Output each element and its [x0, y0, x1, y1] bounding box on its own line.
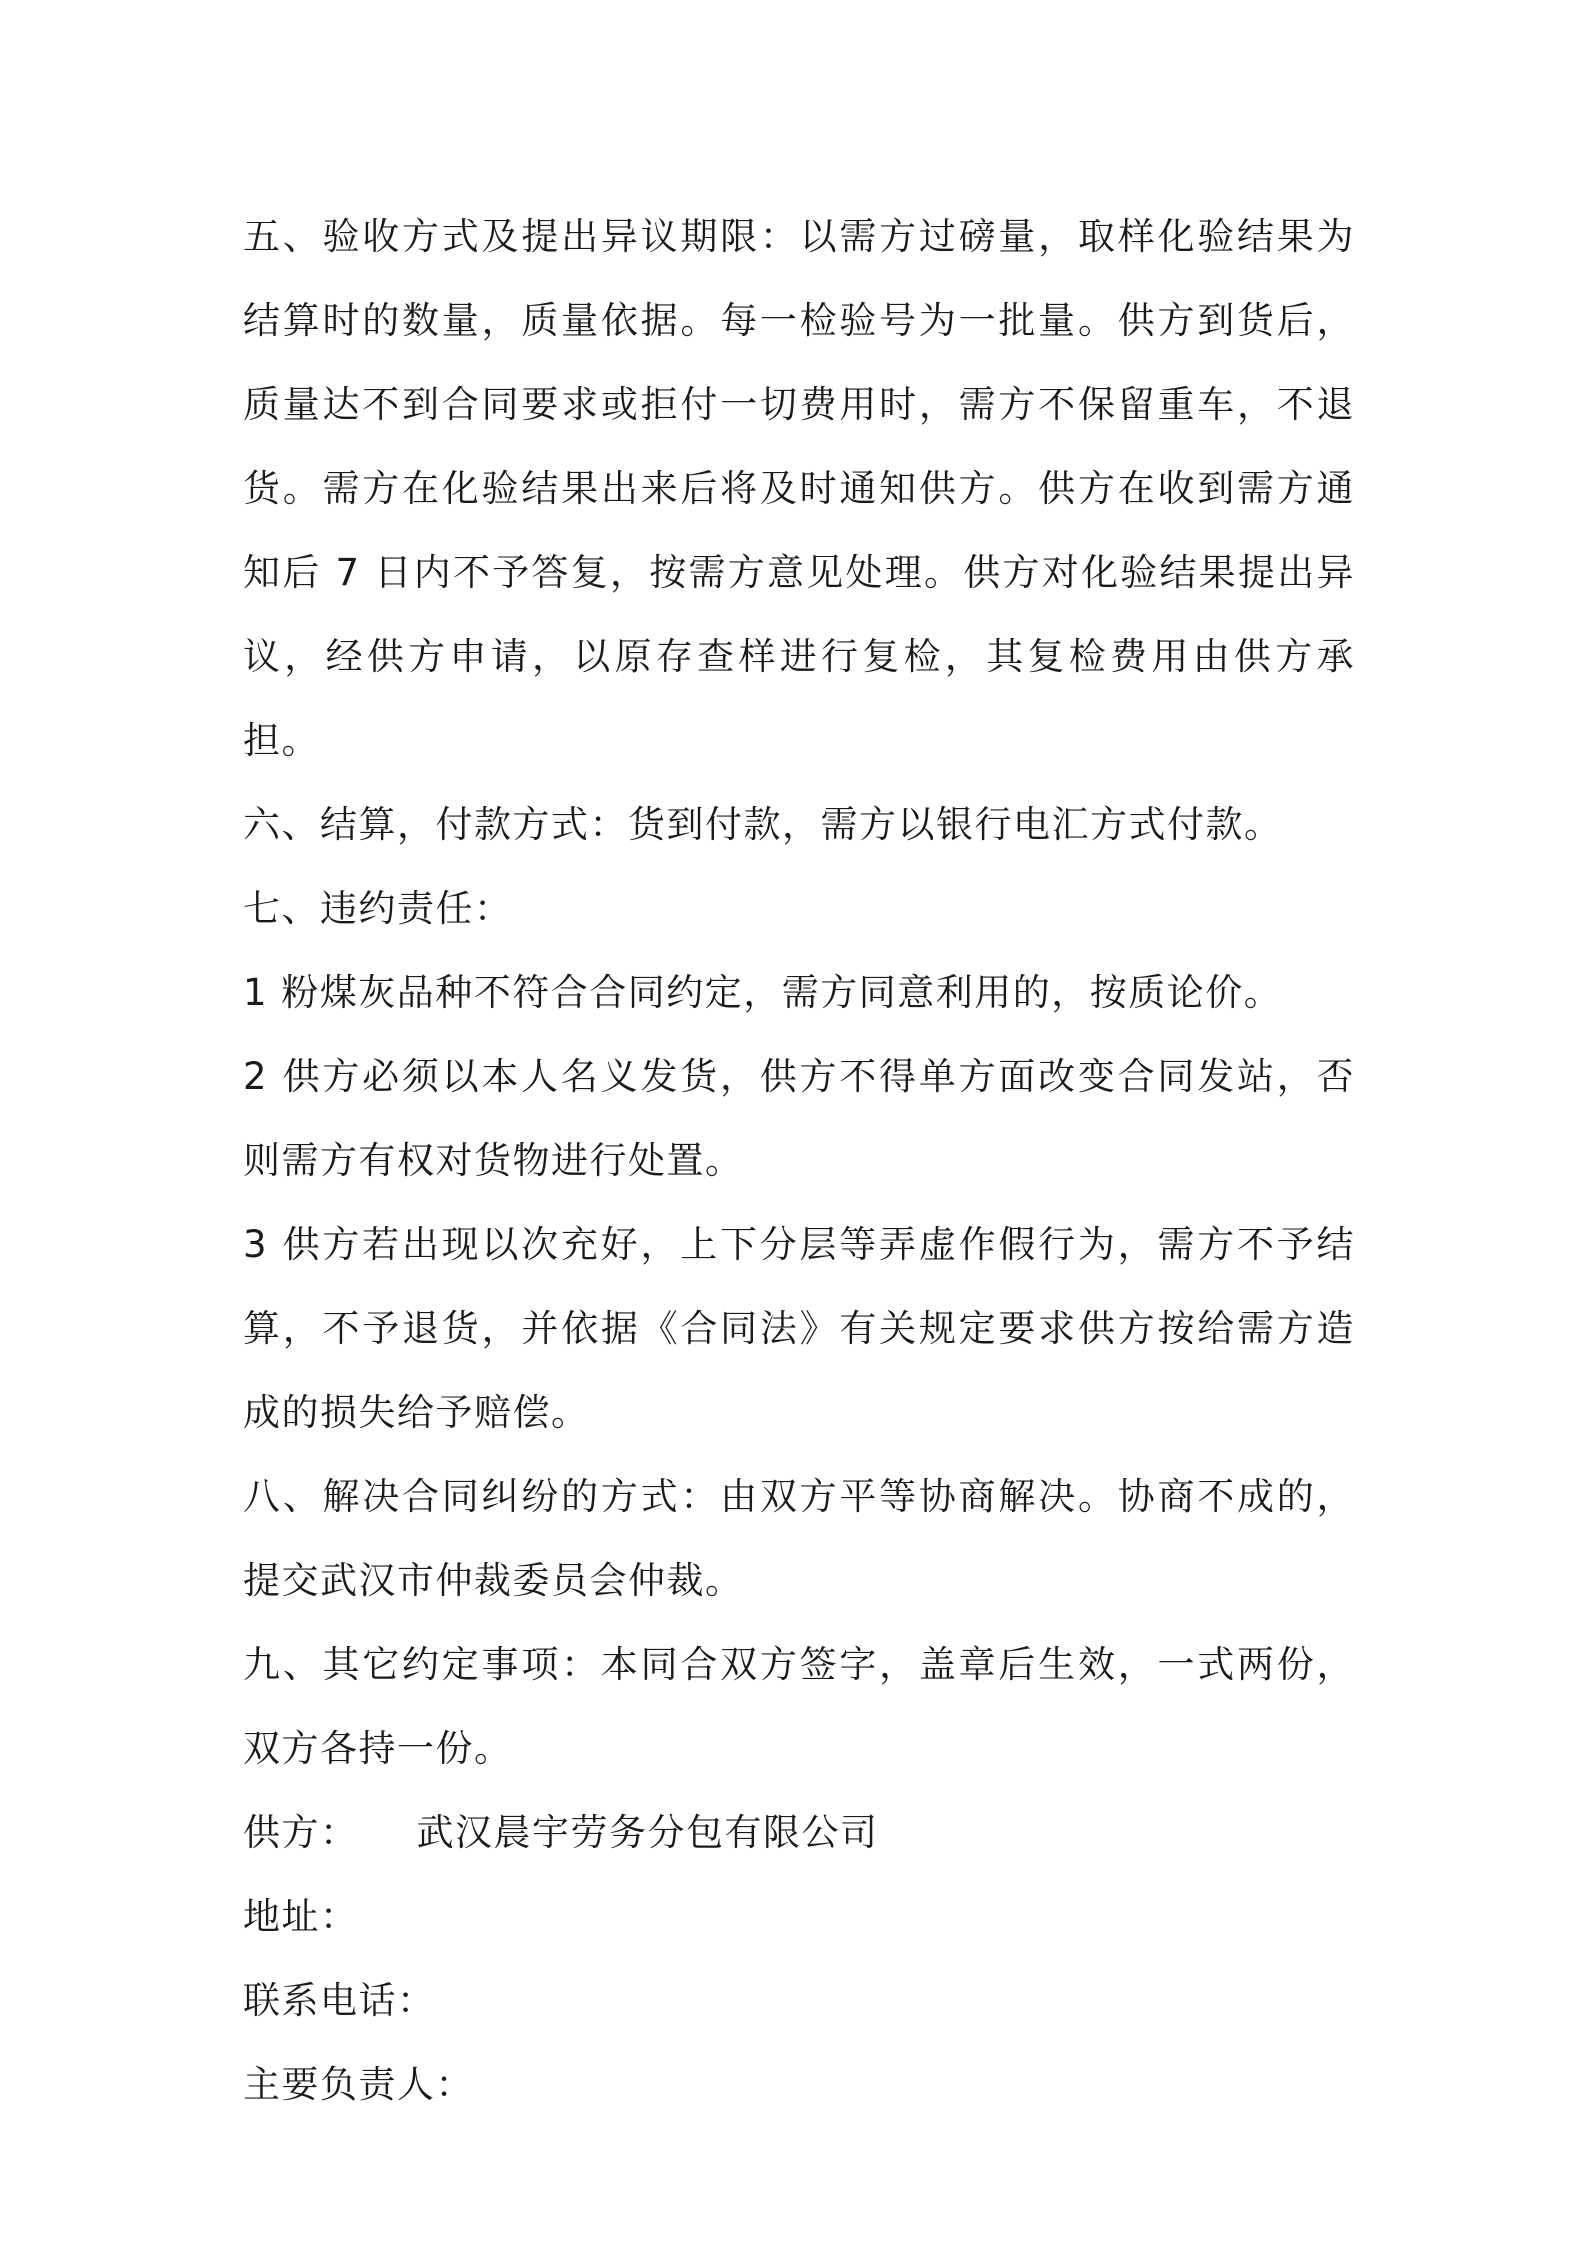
clause-8-paragraph: 八、解决合同纠纷的方式：由双方平等协商解决。协商不成的，提交武汉市仲裁委员会仲裁。 — [243, 1475, 1355, 1602]
supplier-name: 武汉晨宇劳务分包有限公司 — [416, 1811, 879, 1854]
address-label: 地址： — [243, 1895, 359, 1938]
clause-5-paragraph: 五、验收方式及提出异议期限：以需方过磅量，取样化验结果为结算时的数量，质量依据。每一检验号为一批量。供方到货后，质量达不到合同要求或拒付一切费用时，需方不保留重车，不退货。需方在化验结果出来后将及时通知供方。供方在收到需方通知后 7 日内不予答复，按需方意见处理。供方对化验结果提出异议，经供方申请，以原存查样进行复检，其复检费用由供方承担。 — [243, 215, 1355, 762]
clause-6-paragraph: 六、结算，付款方式：货到付款，需方以银行电汇方式付款。 — [243, 803, 1283, 846]
responsible-person-line — [243, 2043, 1355, 2127]
clause-7-item-2: 2 供方必须以本人名义发货，供方不得单方面改变合同发站，否则需方有权对货物进行处置。 — [243, 1055, 1355, 1182]
clause-7-item-1: 1 粉煤灰品种不符合合同约定，需方同意利用的，按质论价。 — [243, 971, 1283, 1014]
phone-line — [243, 1959, 1355, 2043]
contract-page — [243, 195, 1355, 2127]
responsible-person-label: 主要负责人： — [243, 2063, 474, 2106]
phone-label: 联系电话： — [243, 1979, 436, 2022]
clause-9-paragraph: 九、其它约定事项：本同合双方签字，盖章后生效，一式两份，双方各持一份。 — [243, 1643, 1355, 1770]
supplier-line — [243, 1791, 1355, 1875]
clause-7-heading: 七、违约责任： — [243, 887, 513, 930]
clause-7-item-3: 3 供方若出现以次充好，上下分层等弄虚作假行为，需方不予结算，不予退货，并依据《合同法》有关规定要求供方按给需方造成的损失给予赔偿。 — [243, 1223, 1355, 1434]
address-line — [243, 1875, 1355, 1959]
supplier-label: 供方： — [243, 1811, 359, 1854]
